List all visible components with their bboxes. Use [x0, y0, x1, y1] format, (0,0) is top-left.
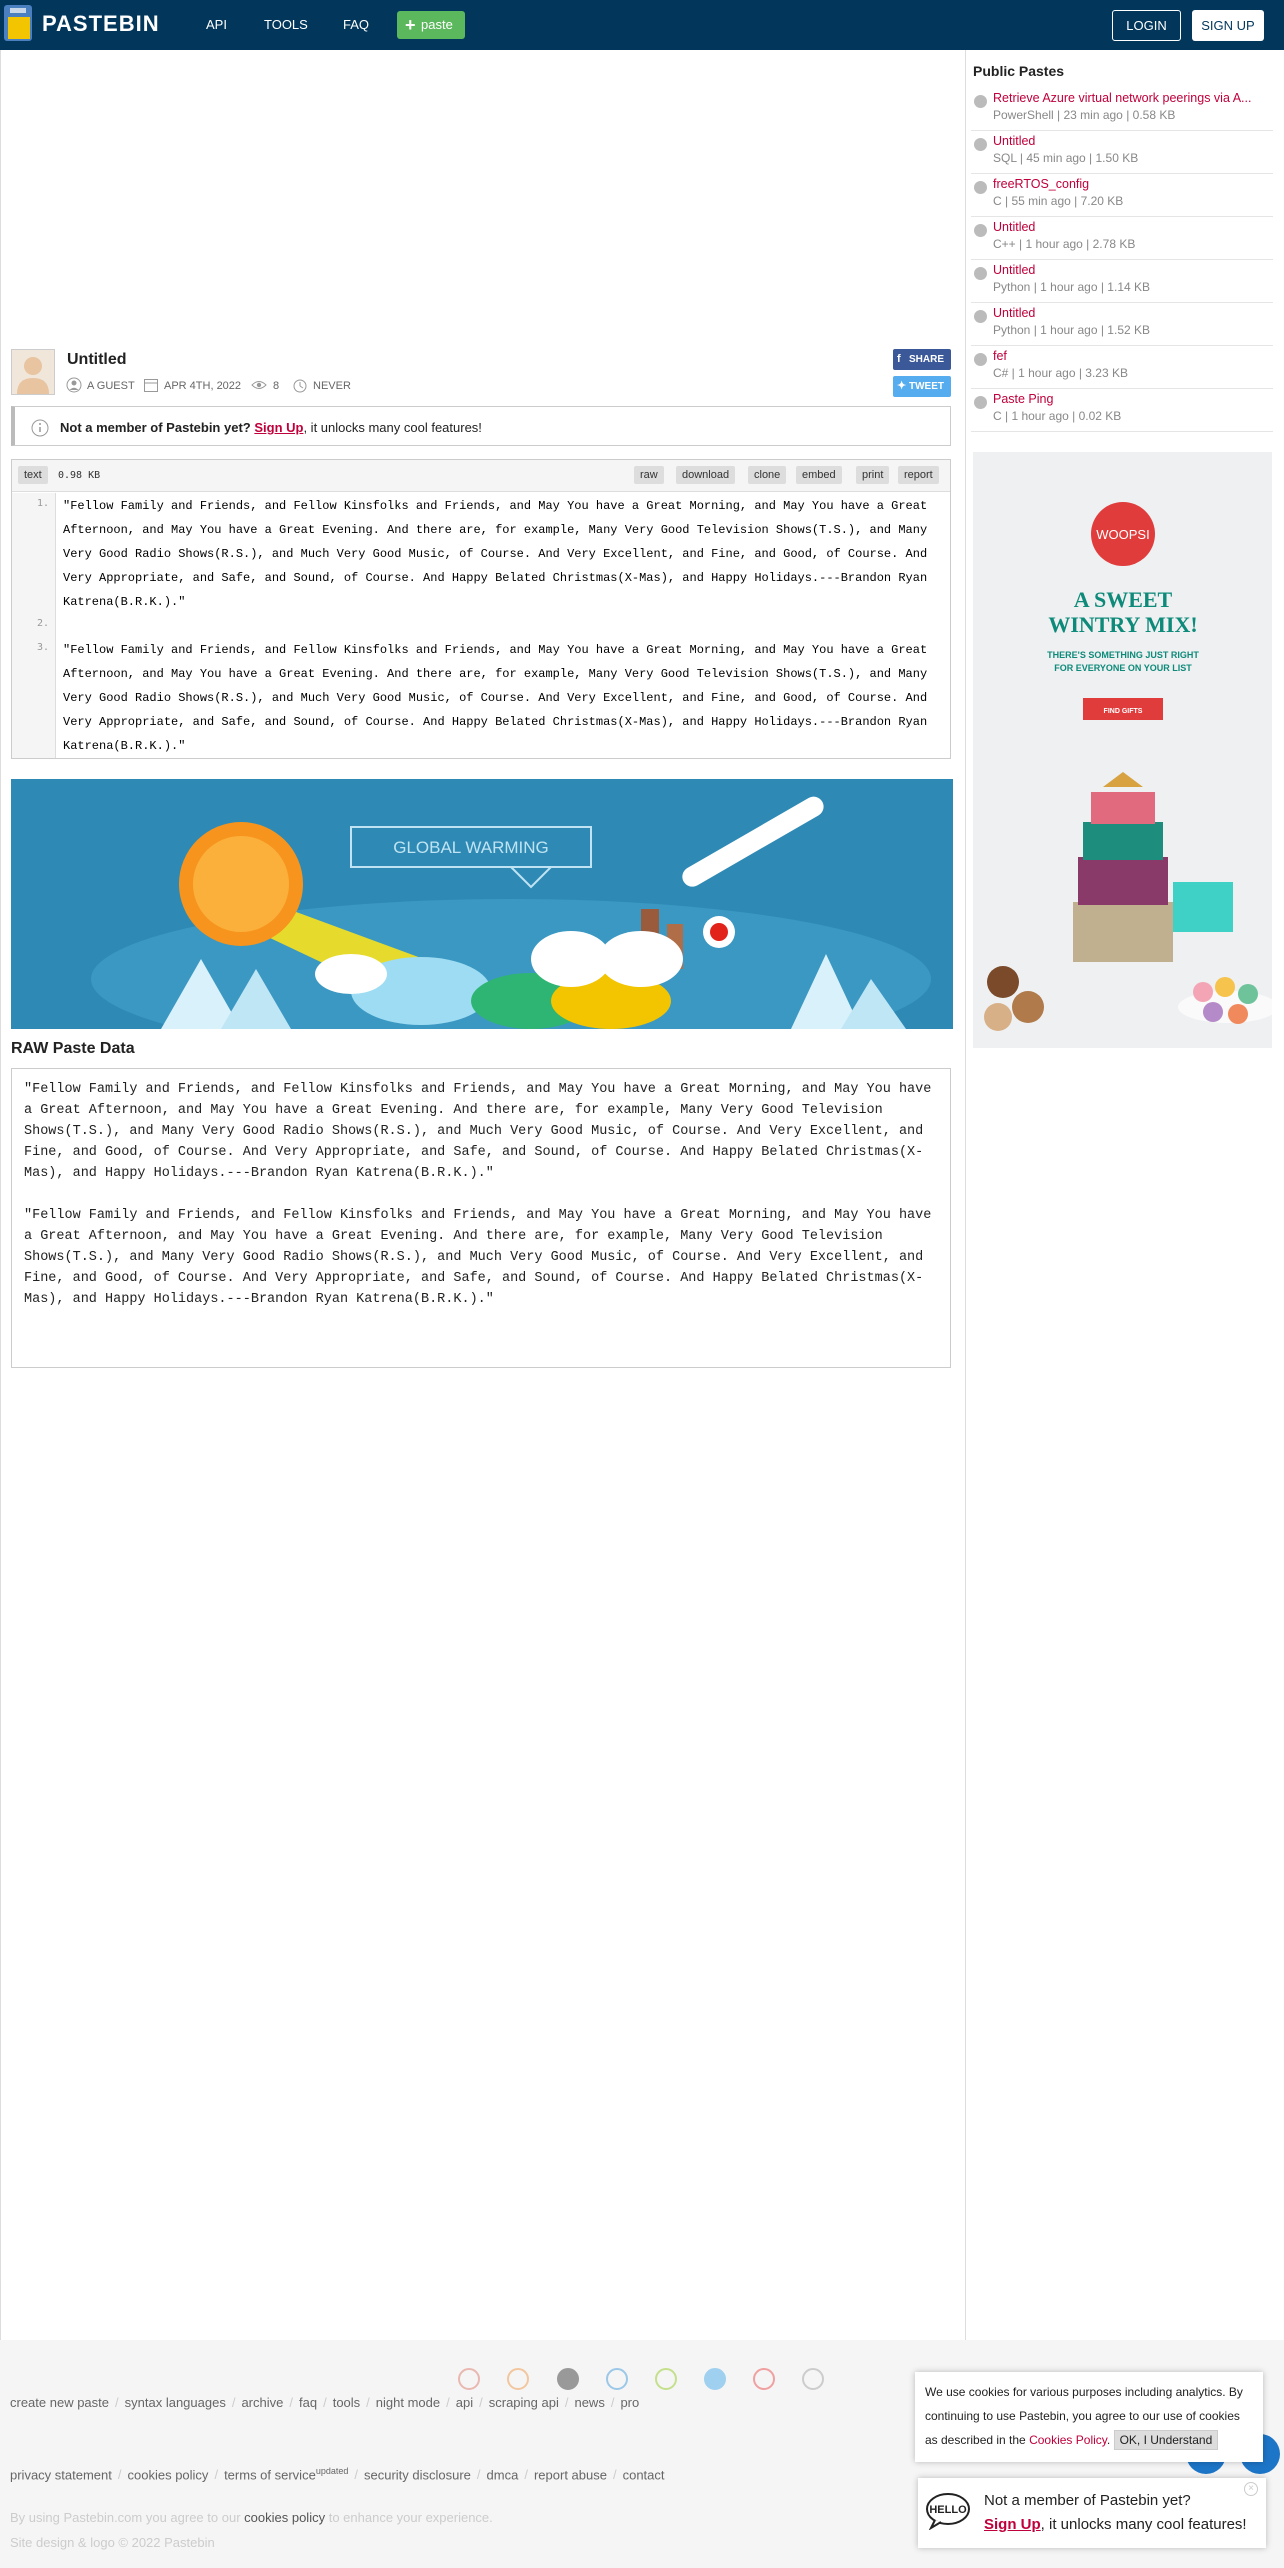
raw-button[interactable]: raw: [634, 466, 664, 484]
signup-popup: [918, 2478, 1266, 2548]
footer-link[interactable]: faq: [299, 2395, 318, 2410]
popup-signup-link[interactable]: Sign Up: [984, 2516, 1041, 2533]
footer-link[interactable]: syntax languages: [124, 2395, 226, 2410]
paste-date: APR 4TH, 2022: [164, 380, 242, 392]
eye-icon: [251, 377, 267, 393]
cookies-policy-link[interactable]: Cookies Policy: [1029, 2433, 1107, 2447]
ad-headline-2: WINTRY MIX!: [1048, 612, 1198, 637]
ad-headline-1: A SWEET: [1073, 587, 1173, 612]
share-label: SHARE: [909, 354, 945, 365]
popup-answer: Sign Up, it unlocks many cool features!: [984, 2516, 1247, 2533]
public-paste-meta: Python | 1 hour ago | 1.14 KB: [993, 280, 1151, 294]
public-paste-item[interactable]: [971, 260, 1273, 303]
public-paste-meta: C | 55 min ago | 7.20 KB: [993, 194, 1124, 208]
embed-button[interactable]: embed: [796, 466, 842, 484]
raw-paste-title: RAW Paste Data: [11, 1040, 135, 1057]
nav-tools[interactable]: TOOLS: [264, 17, 308, 32]
banner-text: GLOBAL WARMING: [393, 838, 549, 857]
paste-globe-icon: [974, 310, 987, 323]
public-paste-link[interactable]: fef: [993, 349, 1007, 363]
public-paste-meta: PowerShell | 23 min ago | 0.58 KB: [993, 108, 1176, 122]
banner-illustration: [11, 779, 953, 1029]
tweet-label: TWEET: [909, 381, 944, 392]
mac-icon[interactable]: [704, 2368, 726, 2390]
public-paste-meta: C# | 1 hour ago | 3.23 KB: [993, 366, 1128, 380]
chrome-icon[interactable]: [458, 2368, 480, 2390]
info-icon: [31, 419, 49, 437]
footer-link[interactable]: pro: [620, 2395, 640, 2410]
public-paste-item[interactable]: [971, 346, 1273, 389]
ad-sub-1: THERE'S SOMETHING JUST RIGHT: [1047, 650, 1199, 660]
ad-cta: FIND GIFTS: [1103, 708, 1143, 715]
footer-link[interactable]: report abuse: [533, 2467, 607, 2483]
line-number: 2.: [37, 618, 50, 629]
popup-question: Not a member of Pastebin yet?: [984, 2492, 1191, 2509]
firefox-icon[interactable]: [507, 2368, 529, 2390]
footer-fine-print: By using Pastebin.com you agree to our cookies policy to enhance your experience.: [10, 2510, 493, 2525]
code-toolbar: [12, 460, 950, 492]
report-button[interactable]: report: [898, 466, 939, 484]
public-paste-meta: SQL | 45 min ago | 1.50 KB: [993, 151, 1139, 165]
twitter-tweet-button[interactable]: [893, 376, 951, 397]
public-paste-item[interactable]: [971, 303, 1273, 346]
facebook-icon: f: [897, 353, 901, 365]
public-paste-link[interactable]: Untitled: [993, 263, 1036, 277]
footer-link[interactable]: contact: [622, 2467, 665, 2483]
calendar-icon: [143, 377, 159, 393]
nav-api[interactable]: API: [206, 17, 227, 32]
android-icon[interactable]: [655, 2368, 677, 2390]
plus-icon: +: [405, 15, 416, 35]
footer-link[interactable]: cookies policy: [127, 2467, 209, 2483]
footer-link[interactable]: security disclosure: [363, 2467, 471, 2483]
guest-avatar: [11, 349, 55, 395]
ad-sub-2: FOR EVERYONE ON YOUR LIST: [1054, 663, 1192, 673]
public-paste-link[interactable]: Untitled: [993, 220, 1036, 234]
footer-link[interactable]: create new paste: [10, 2395, 110, 2410]
updated-badge: updated: [315, 2466, 349, 2476]
expiry-icon: [292, 377, 308, 393]
paste-globe-icon: [974, 267, 987, 280]
footer-links-row-2: privacy statement / cookies policy / terms of service$^{updated}$ / security disclosure / dmca / report abuse / contact: [10, 2466, 665, 2483]
public-paste-meta: C | 1 hour ago | 0.02 KB: [993, 409, 1122, 423]
footer-link[interactable]: night mode: [375, 2395, 441, 2410]
footer-cookies-policy-link[interactable]: cookies policy: [244, 2510, 326, 2525]
paste-globe-icon: [974, 181, 987, 194]
code-line: "Fellow Family and Friends, and Fellow Kinsfolks and Friends, and May You have a Great Morning, and May You have a Great Afternoon, and May You have a Great Evening. And there are, for example, Many Very Good Television Shows(T.S.), and Many Very Good Radio Shows(R.S.), and Much Very Good Music, of Course. And Very Excellent, and Fine, and Good, of Course. And Very Appropriate, and Safe, and Sound, of Course. And Happy Belated Christmas(X-Mas), and Happy Holidays.---Brandon Ryan Katrena(B.R.K.).": [63, 499, 928, 609]
cookie-banner: [915, 2372, 1263, 2462]
footer-link[interactable]: api: [455, 2395, 474, 2410]
clone-button[interactable]: clone: [748, 466, 786, 484]
public-paste-item[interactable]: [971, 131, 1273, 174]
top-header: [0, 0, 1284, 50]
footer-links-row-1: create new paste / syntax languages / archive / faq / tools / night mode / api / scraping api / news / pro: [10, 2395, 640, 2410]
line-gutter: [12, 493, 56, 758]
user-icon: [66, 377, 82, 393]
raw-paste-textarea[interactable]: [11, 1068, 951, 1368]
sidebar-ad[interactable]: [973, 452, 1272, 1048]
syntax-badge[interactable]: text: [18, 466, 48, 484]
notice-signup-link[interactable]: Sign Up: [254, 420, 304, 435]
code-box: [11, 459, 951, 759]
public-paste-item[interactable]: [971, 217, 1273, 260]
paste-globe-icon: [974, 224, 987, 237]
signup-notice: [11, 406, 951, 446]
public-paste-item[interactable]: [971, 88, 1273, 131]
woopsi-ad-illustration: [973, 452, 1272, 1048]
public-paste-meta: Python | 1 hour ago | 1.52 KB: [993, 323, 1151, 337]
paste-title: Untitled: [67, 351, 127, 368]
signup-button[interactable]: SIGN UP: [1192, 10, 1264, 41]
new-paste-button[interactable]: [397, 11, 465, 39]
code-line: "Fellow Family and Friends, and Fellow Kinsfolks and Friends, and May You have a Great Morning, and May You have a Great Afternoon, and May You have a Great Evening. And there are, for example, Many Very Good Television Shows(T.S.), and Many Very Good Radio Shows(R.S.), and Much Very Good Music, of Course. And Very Excellent, and Fine, and Good, of Course. And Very Appropriate, and Safe, and Sound, of Course. And Happy Belated Christmas(X-Mas), and Happy Holidays.---Brandon Ryan Katrena(B.R.K.).": [63, 643, 928, 753]
footer-copyright: Site design & logo © 2022 Pastebin: [10, 2535, 215, 2550]
pastebin-logo-icon[interactable]: [2, 3, 36, 43]
nav-faq[interactable]: FAQ: [343, 17, 370, 32]
public-paste-link[interactable]: Paste Ping: [993, 392, 1054, 406]
public-paste-link[interactable]: Untitled: [993, 306, 1036, 320]
svg-text:HELLO: HELLO: [929, 2504, 967, 2516]
logo-text[interactable]: PASTEBIN: [42, 11, 160, 36]
paste-views: 8: [273, 380, 280, 392]
download-button[interactable]: download: [676, 466, 735, 484]
paste-size: 0.98 KB: [58, 470, 101, 481]
linux-icon[interactable]: [802, 2368, 824, 2390]
public-pastes-title: Public Pastes: [973, 63, 1065, 79]
facebook-share-button[interactable]: [893, 349, 951, 370]
twitter-icon: ✦: [897, 380, 907, 392]
paste-globe-icon: [974, 138, 987, 151]
raw-paragraph: "Fellow Family and Friends, and Fellow Kinsfolks and Friends, and May You have a Great Morning, and May You have a Great Afternoon, and May You have a Great Evening. And there are, for example, Many Very Good Television Shows(T.S.), and Many Very Good Radio Shows(R.S.), and Much Very Good Music, of Course. And Very Excellent, and Fine, and Good, of Course. And Very Appropriate, and Safe, and Sound, of Course. And Happy Belated Christmas(X-Mas), and Happy Holidays.---Brandon Ryan Katrena(B.R.K.).": [24, 1082, 932, 1181]
print-button[interactable]: print: [856, 466, 889, 484]
paste-author[interactable]: A GUEST: [87, 380, 135, 392]
footer-link[interactable]: dmca: [486, 2467, 519, 2483]
footer-link[interactable]: privacy statement: [10, 2467, 112, 2483]
line-number: 1.: [37, 498, 50, 509]
public-paste-item[interactable]: [971, 389, 1273, 432]
public-paste-link[interactable]: Retrieve Azure virtual network peerings via A...: [993, 91, 1252, 105]
footer-link[interactable]: tools: [332, 2395, 361, 2410]
paste-globe-icon: [974, 95, 987, 108]
raw-paragraph: "Fellow Family and Friends, and Fellow Kinsfolks and Friends, and May You have a Great Morning, and May You have a Great Afternoon, and May You have a Great Evening. And there are, for example, Many Very Good Television Shows(T.S.), and Many Very Good Radio Shows(R.S.), and Much Very Good Music, of Course. And Very Excellent, and Fine, and Good, of Course. And Very Appropriate, and Safe, and Sound, of Course. And Happy Belated Christmas(X-Mas), and Happy Holidays.---Brandon Ryan Katrena(B.R.K.).": [24, 1208, 932, 1307]
cookie-accept-button[interactable]: OK, I Understand: [1114, 2430, 1219, 2450]
new-paste-label: paste: [421, 17, 453, 32]
paste-globe-icon: [974, 396, 987, 409]
public-paste-item[interactable]: [971, 174, 1273, 217]
cookie-text: We use cookies for various purposes including analytics. By continuing to use Pastebin, you agree to our use of cookies as described in the Cookies Policy. OK, I Understand: [925, 2380, 1255, 2452]
global-warming-banner[interactable]: [11, 779, 953, 1029]
public-paste-link[interactable]: Untitled: [993, 134, 1036, 148]
close-icon[interactable]: ×: [1244, 2482, 1258, 2496]
login-button[interactable]: LOGIN: [1112, 10, 1181, 41]
line-number: 3.: [37, 642, 50, 653]
footer-link[interactable]: archive: [241, 2395, 284, 2410]
paste-expiry: NEVER: [313, 380, 351, 392]
paste-globe-icon: [974, 353, 987, 366]
hello-bubble-icon: [925, 2492, 971, 2530]
ios-icon[interactable]: [557, 2368, 579, 2390]
notice-text: Not a member of Pastebin yet? Sign Up, it unlocks many cool features!: [60, 420, 482, 435]
public-paste-meta: C++ | 1 hour ago | 2.78 KB: [993, 237, 1136, 251]
opera-icon[interactable]: [753, 2368, 775, 2390]
footer-link[interactable]: scraping api: [488, 2395, 559, 2410]
public-paste-link[interactable]: freeRTOS_config: [993, 177, 1090, 191]
footer-link[interactable]: terms of service: [224, 2467, 316, 2483]
ad-brand: WOOPSI: [1096, 527, 1150, 542]
windows-icon[interactable]: [606, 2368, 628, 2390]
footer-link[interactable]: news: [574, 2395, 605, 2410]
